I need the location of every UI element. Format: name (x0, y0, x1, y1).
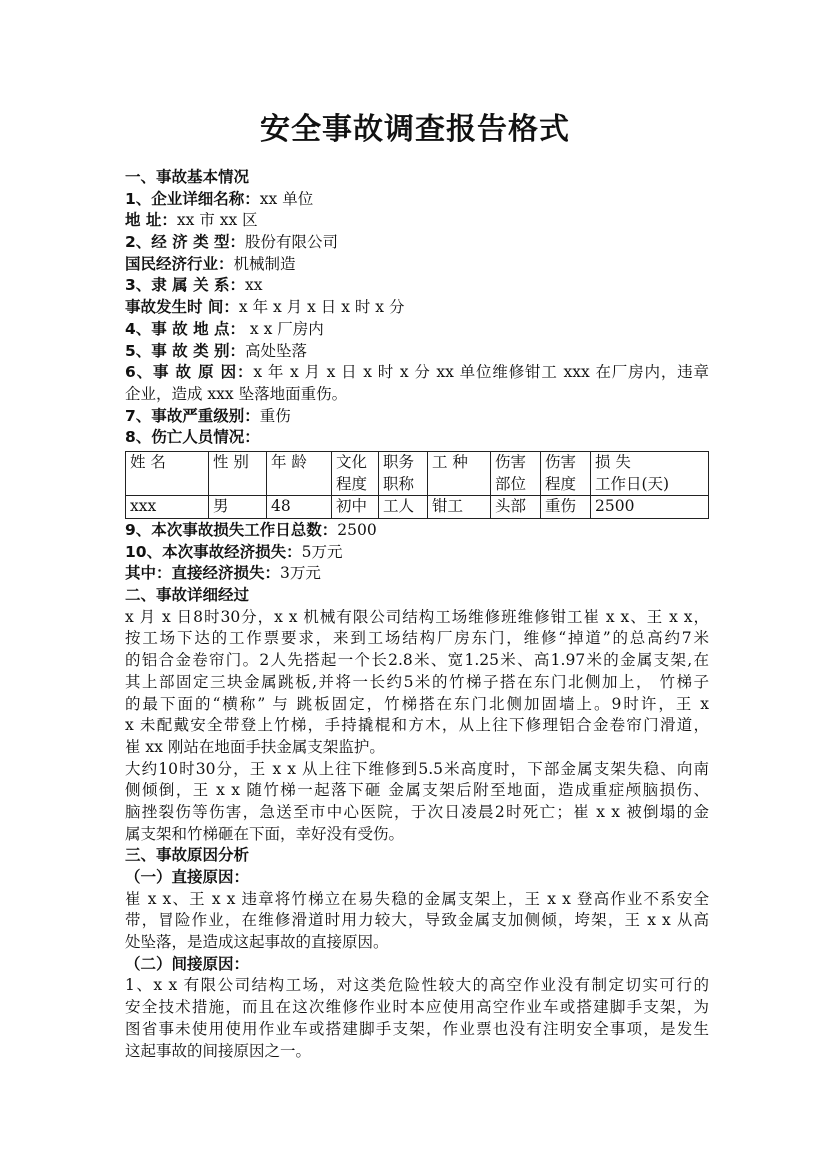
field-label: 2、经 济 类 型： (125, 233, 245, 252)
field-label: 1、企业详细名称： (125, 189, 260, 208)
field-value: xx 市 xx 区 (176, 211, 258, 230)
field-line (125, 406, 709, 428)
table-header-cell (332, 451, 379, 495)
field-line (125, 542, 709, 564)
table-cell: 男 (209, 496, 267, 519)
field-line (125, 297, 709, 319)
header-text: 性 别 (213, 452, 249, 471)
field-line (125, 319, 709, 341)
header-text: 程度 (336, 474, 368, 493)
paragraph-line: 1、x x 有限公司结构工场，对这类危险性较大的高空作业没有制定切实可行的 (125, 976, 709, 995)
table-cell: 钳工 (428, 496, 491, 519)
paragraph-line: 属支架和竹梯砸在下面，幸好没有受伤。 (125, 824, 405, 843)
paragraph-line: 其上部固定三块金属跳板,并将一长约5米的竹梯子搭在东门北侧加上， 竹梯子 (125, 672, 709, 691)
table-header-row (126, 451, 709, 495)
table-header-cell (209, 451, 267, 495)
header-text: 文化 (336, 452, 368, 471)
direct-cause-paragraph (125, 889, 709, 954)
table-header-cell (267, 451, 332, 495)
table-header-cell (491, 451, 541, 495)
field-line (125, 520, 709, 542)
header-text: 伤害 (545, 452, 577, 471)
field-line (125, 427, 709, 449)
field-value: x 年 x 月 x 日 x 时 x 分 (238, 298, 405, 317)
paragraph-line: 图省事未使用使用作业车或搭建脚手支架，作业票也没有注明安全事项，是发生 (125, 1019, 709, 1038)
indirect-cause-heading: （二）间接原因： (125, 954, 250, 973)
field-value: 机械制造 (233, 254, 296, 273)
field-label: 8、伤亡人员情况： (125, 428, 260, 447)
field-label: 其中：直接经济损失： (125, 564, 281, 583)
table-cell: 工人 (379, 496, 428, 519)
field-label: 9、本次事故损失工作日总数： (125, 521, 338, 540)
table-row (126, 496, 709, 519)
paragraph-line: 这起事故的间接原因之一。 (125, 1041, 312, 1060)
header-text: 工 种 (432, 452, 468, 471)
header-text: 伤害 (495, 452, 527, 471)
table-cell: 重伤 (541, 496, 591, 519)
document-body (125, 167, 709, 1062)
field-value: 股份有限公司 (244, 233, 338, 252)
header-text: 姓 名 (130, 452, 166, 471)
paragraph-line: 安全技术措施，而且在这次维修作业时本应使用高空作业车或搭建脚手支架，为 (125, 998, 709, 1017)
paragraph-line: 崔 xx 刚站在地面手扶金属支架监护。 (125, 737, 385, 756)
basic-fields (125, 189, 709, 449)
header-text: 年 龄 (271, 452, 307, 471)
table-header-cell (379, 451, 428, 495)
field-value: x x 厂房内 (244, 319, 324, 338)
direct-cause-heading: （一）直接原因： (125, 868, 250, 887)
paragraph-line: 大约10时30分，王 x x 从上往下维修到5.5米高度时，下部金属支架失稳、向南 (125, 759, 709, 778)
table-header-cell (126, 451, 209, 495)
paragraph-line: 处坠落，是造成这起事故的直接原因。 (125, 933, 389, 952)
field-line (125, 210, 709, 232)
field-label: 3、隶 属 关 系： (125, 276, 245, 295)
field-line (125, 384, 709, 406)
field-label: 4、事 故 地 点： (125, 319, 245, 338)
field-label: 国民经济行业： (125, 254, 234, 273)
field-value: 企业，造成 xxx 坠落地面重伤。 (125, 384, 348, 403)
table-cell: 头部 (491, 496, 541, 519)
header-text: 职务 (383, 452, 415, 471)
section-heading-basic: 一、事故基本情况 (125, 168, 250, 186)
document-title: 安全事故调查报告格式 (260, 112, 570, 147)
loss-totals (125, 520, 709, 585)
field-value: 3万元 (280, 564, 321, 583)
table-header-cell (541, 451, 591, 495)
table-header-cell (591, 451, 709, 495)
field-value: 高处坠落 (244, 341, 307, 360)
field-line (125, 563, 709, 585)
header-text: 部位 (495, 474, 527, 493)
indirect-cause-paragraph (125, 975, 709, 1062)
field-value: 5万元 (301, 542, 343, 561)
paragraph-line: x 月 x 日8时30分，x x 机械有限公司结构工场维修班维修钳工崔 x x、王 x x， (125, 607, 709, 626)
header-text: 职称 (383, 474, 415, 493)
section-heading-cause: 三、事故原因分析 (125, 846, 250, 865)
field-line (125, 189, 709, 211)
field-value: 2500 (337, 521, 377, 540)
field-value: xx (244, 276, 263, 295)
table-cell: xxx (126, 496, 209, 519)
field-value: x 年 x 月 x 日 x 时 x 分 xx 单位维修钳工 xxx 在厂房内，违章 (253, 363, 710, 382)
field-label: 6、事 故 原 因： (125, 363, 254, 382)
detail-paragraph (125, 607, 709, 846)
field-label: 地 址： (125, 211, 177, 230)
paragraph-line: 侧倾倒，王 x x 随竹梯一起落下砸 金属支架后附至地面，造成重症颅脑损伤、 (125, 781, 709, 800)
field-line (125, 275, 709, 297)
casualty-table (125, 451, 709, 519)
header-text: 程度 (545, 474, 577, 493)
field-label: 7、事故严重级别： (125, 406, 260, 425)
header-text: 损 失 (595, 452, 631, 471)
table-cell: 48 (267, 496, 332, 519)
paragraph-line: 带，冒险作业，在维修滑道时用力较大，导致金属支加侧倾，垮架，王 x x 从高 (125, 911, 709, 930)
field-value: 重伤 (259, 406, 291, 425)
table-cell: 2500 (591, 496, 709, 519)
paragraph-line: x 未配戴安全带登上竹梯，手持撬棍和方木，从上往下修理铝合金卷帘门滑道， (125, 716, 709, 735)
field-line (125, 341, 709, 363)
paragraph-line: 的最下面的“横称” 与 跳板固定，竹梯搭在东门北侧加固墙上。9时许，王 x (125, 694, 709, 713)
field-label: 10、本次事故经济损失： (125, 542, 302, 561)
field-line (125, 232, 709, 254)
table-cell: 初中 (332, 496, 379, 519)
paragraph-line: 按工场下达的工作票要求，来到工场结构厂房东门，维修“掉道”的总高约7米 (125, 629, 709, 648)
paragraph-line: 崔 x x、王 x x 违章将竹梯立在易失稳的金属支架上，王 x x 登高作业不系安全 (125, 889, 709, 908)
section-heading-detail: 二、事故详细经过 (125, 586, 250, 605)
field-line (125, 362, 709, 384)
table-header-cell (428, 451, 491, 495)
field-label: 事故发生时 间： (125, 298, 239, 317)
field-label: 5、事 故 类 别： (125, 341, 245, 360)
field-value: xx 单位 (259, 189, 314, 208)
paragraph-line: 的铝合金卷帘门。2人先搭起一个长2.8米、宽1.25米、高1.97米的金属支架,在 (125, 651, 709, 670)
paragraph-line: 脑挫裂伤等伤害，急送至市中心医院，于次日凌晨2时死亡；崔 x x 被倒塌的金 (125, 802, 709, 821)
header-text: 工作日(天) (595, 474, 670, 493)
field-line (125, 254, 709, 276)
